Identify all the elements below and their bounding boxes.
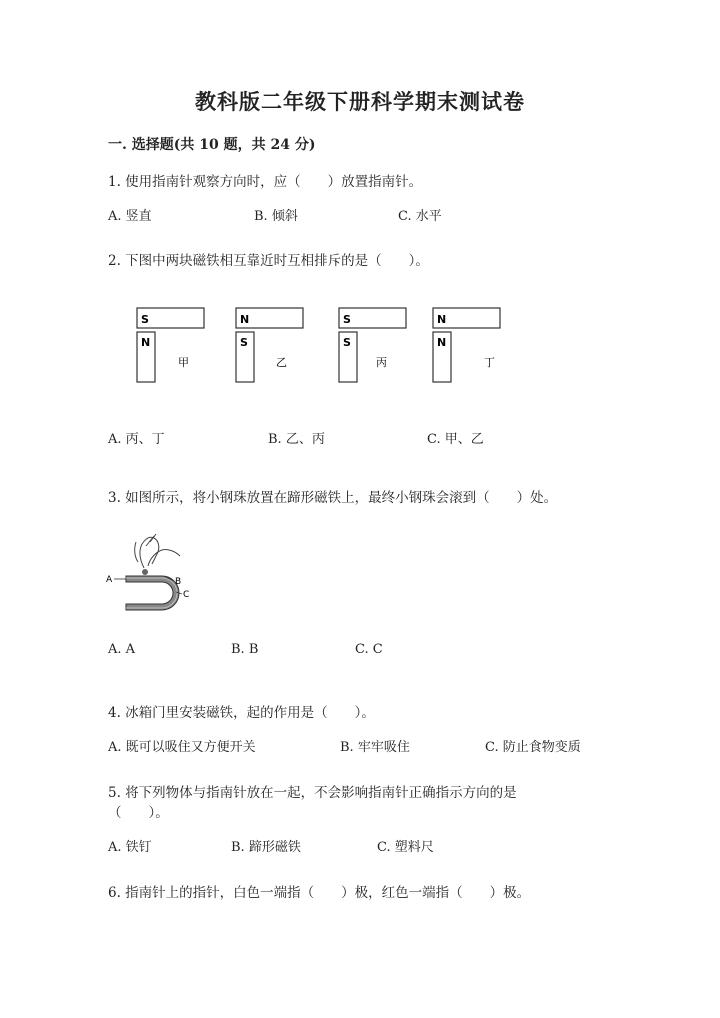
steel-ball [142, 569, 148, 575]
section-heading: 一. 选择题(共 10 题，共 24 分) [108, 137, 316, 153]
q1-option-a: A. 竖直 [108, 209, 152, 224]
label-c: C [183, 590, 190, 600]
magnet-pole-label: N [141, 336, 151, 349]
q5-option-b: B. 蹄形磁铁 [231, 840, 301, 855]
q2-option-b: B. 乙、丙 [268, 432, 325, 447]
q3-option-a: A. A [108, 642, 136, 657]
q2-option-a: A. 丙、丁 [108, 432, 165, 447]
magnet-pole-label: S [240, 336, 248, 349]
magnet-group-jia [137, 308, 204, 382]
q3-option-b: B. B [231, 642, 259, 657]
magnet-group-label: 丁 [484, 356, 495, 369]
magnet-pole-label: S [343, 313, 351, 326]
question-5-text: 5. 将下列物体与指南针放在一起，不会影响指南针正确指示方向的是 [108, 785, 517, 801]
q5-option-c: C. 塑料尺 [377, 840, 434, 855]
magnet-pole-label: N [437, 313, 447, 326]
q1-option-c: C. 水平 [398, 209, 442, 224]
page-title: 教科版二年级下册科学期末测试卷 [195, 89, 525, 114]
question-3-text: 3. 如图所示，将小钢珠放置在蹄形磁铁上，最终小钢珠会滚到（ ）处。 [108, 490, 558, 506]
hand-drawing [135, 534, 180, 568]
magnet-group-bing [339, 308, 406, 382]
label-b: B [175, 577, 182, 587]
question-5-text-cont: （ ）。 [108, 805, 169, 821]
q3-option-c: C. C [355, 642, 383, 657]
q5-option-a: A. 铁钉 [108, 840, 152, 855]
magnet-pole-label: N [240, 313, 250, 326]
magnet-group-label: 丙 [376, 356, 387, 369]
question-4-text: 4. 冰箱门里安装磁铁，起的作用是（ ）。 [108, 705, 375, 721]
horseshoe-magnet-figure [104, 530, 204, 615]
magnet-group-label: 甲 [178, 356, 189, 369]
q1-option-b: B. 倾斜 [254, 209, 298, 224]
label-a: A [106, 575, 113, 585]
q2-option-c: C. 甲、乙 [427, 432, 484, 447]
magnets-figure [130, 300, 520, 395]
magnet-pole-label: S [343, 336, 351, 349]
question-2-text: 2. 下图中两块磁铁相互靠近时互相排斥的是（ ）。 [108, 253, 429, 269]
q4-option-b: B. 牢牢吸住 [340, 740, 410, 755]
question-1-text: 1. 使用指南针观察方向时，应（ ）放置指南针。 [108, 174, 423, 190]
q4-option-a: A. 既可以吸住又方便开关 [108, 740, 256, 755]
magnet-pole-label: S [141, 313, 149, 326]
magnet-pole-label: N [437, 336, 447, 349]
magnet-group-ding [433, 308, 500, 382]
q4-option-c: C. 防止食物变质 [485, 740, 581, 755]
magnet-group-yi [236, 308, 303, 382]
question-6-text: 6. 指南针上的指针，白色一端指（ ）极，红色一端指（ ）极。 [108, 885, 531, 901]
magnet-group-label: 乙 [276, 356, 287, 369]
